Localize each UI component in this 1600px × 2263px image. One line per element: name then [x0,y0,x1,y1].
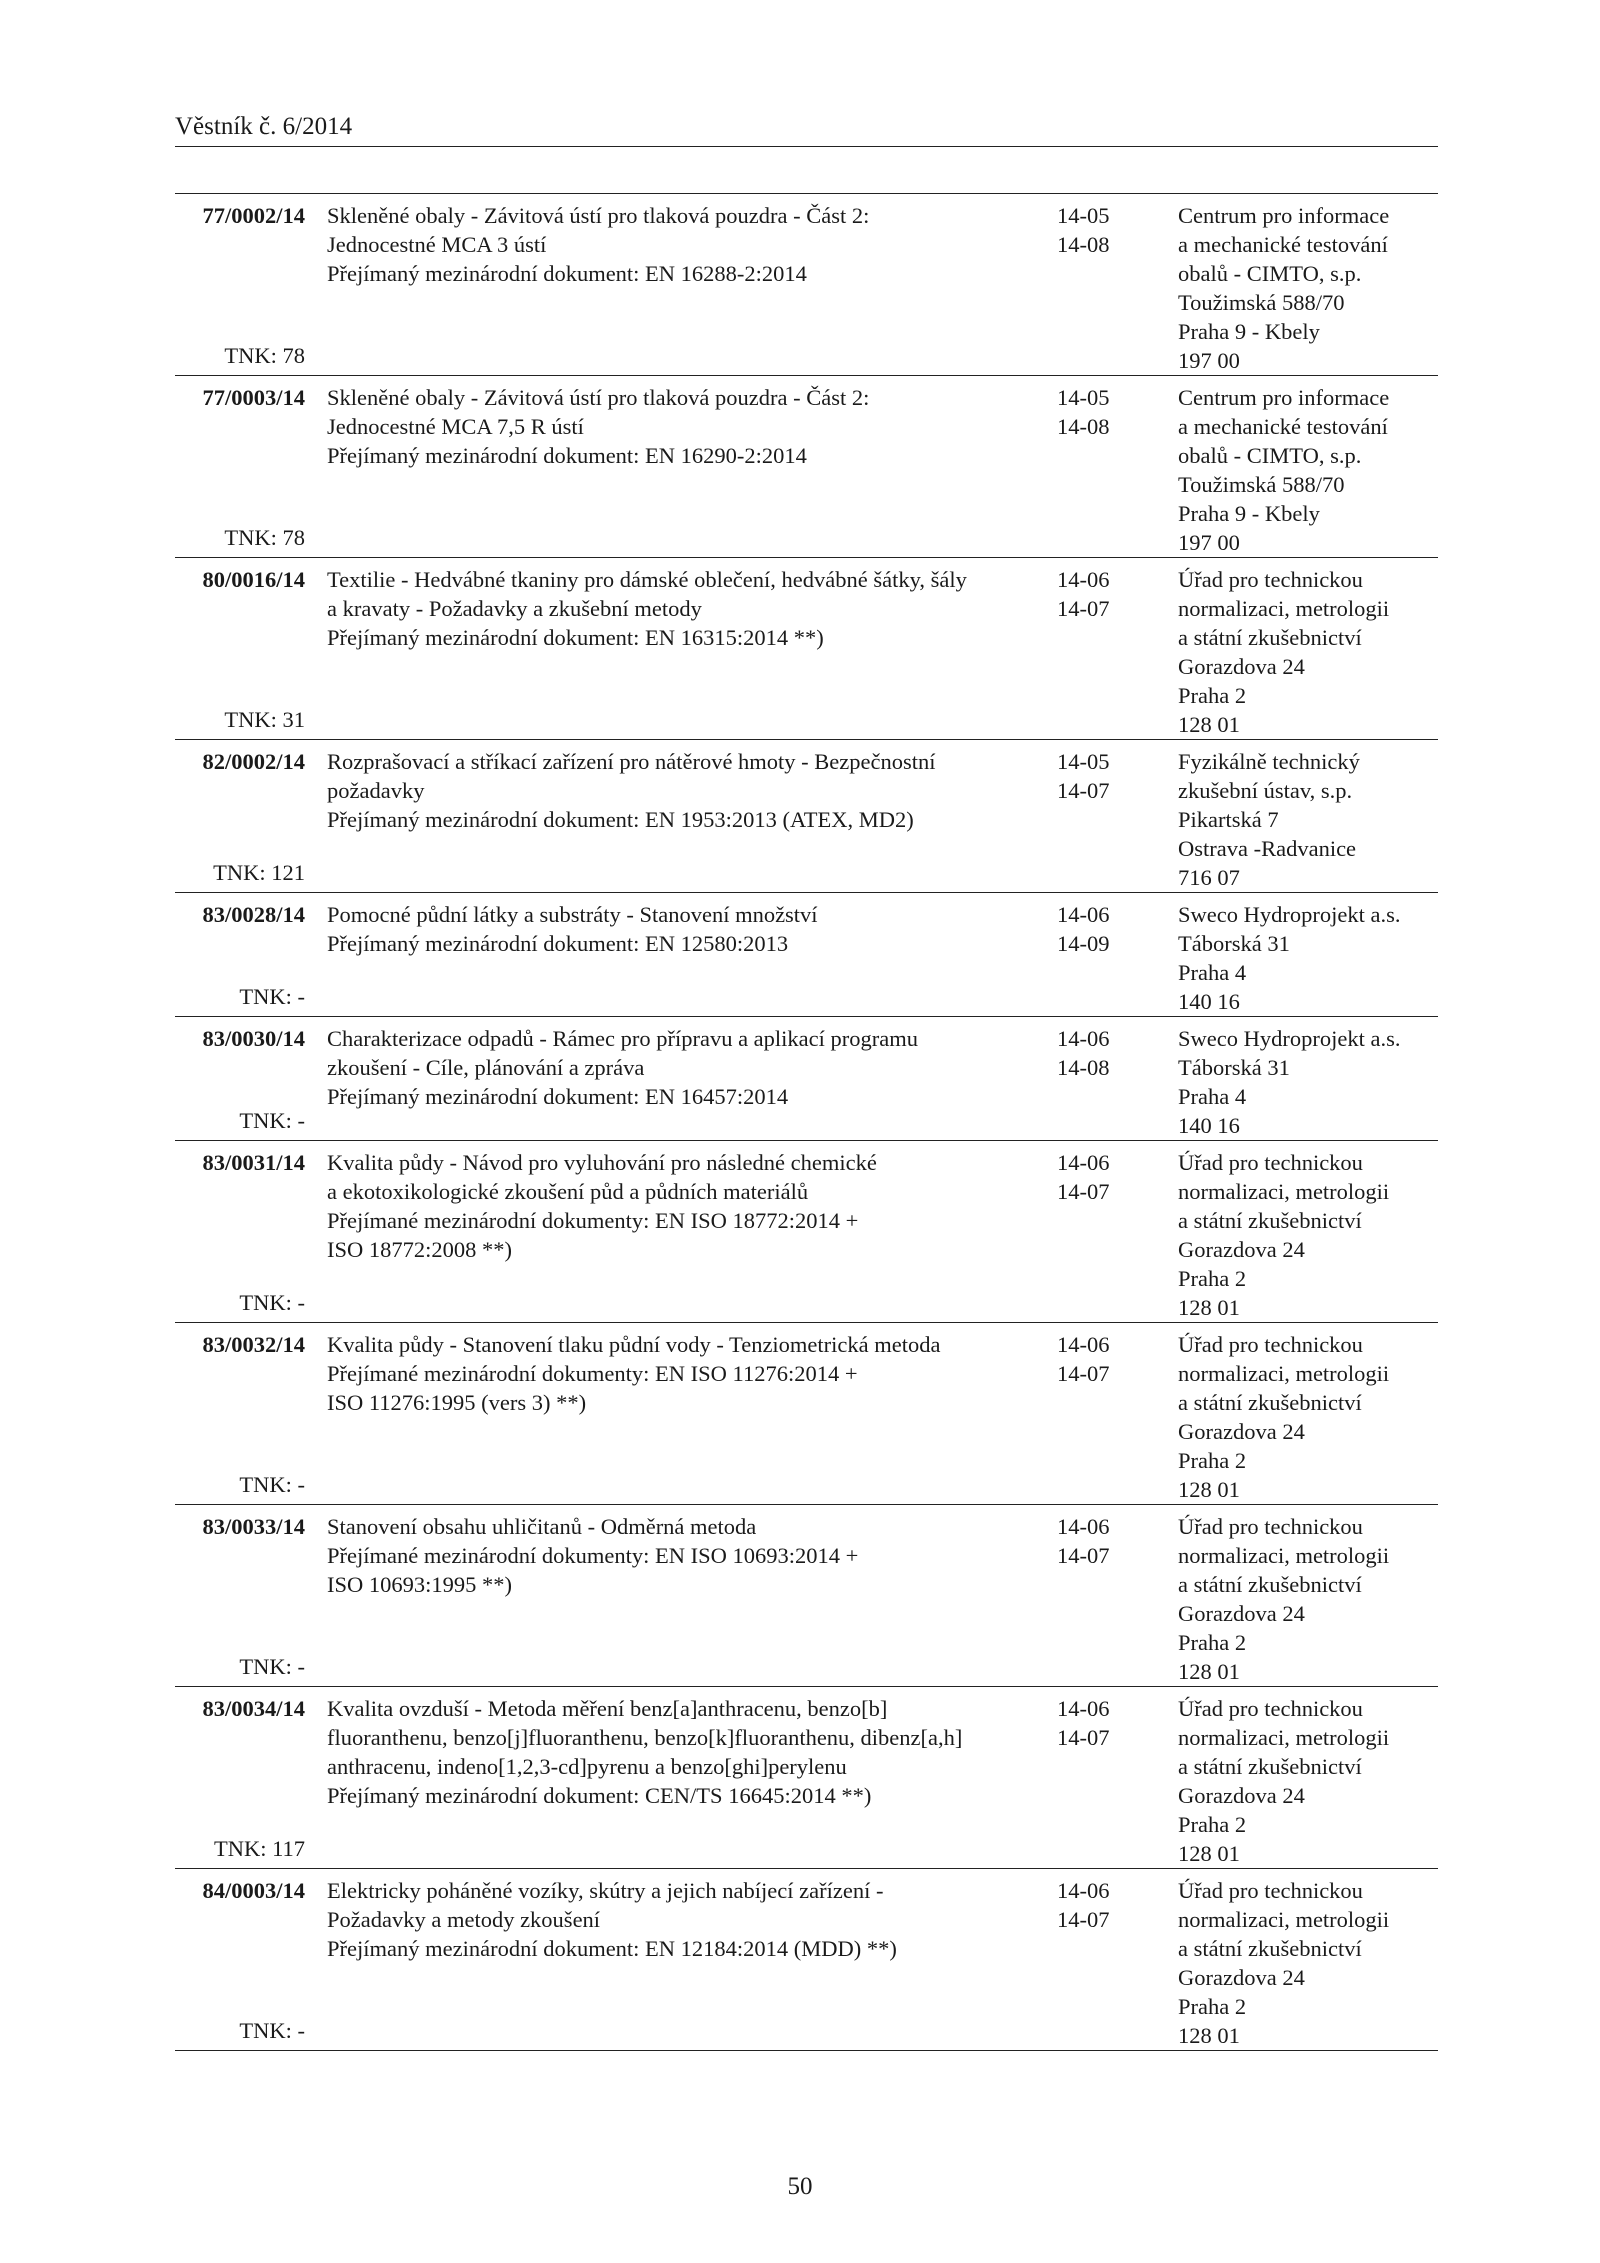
title-line: Elektricky poháněné vozíky, skútry a jejich nabíjecí zařízení - [327,1878,884,1903]
org-line: Úřad pro technickou [1178,1332,1363,1357]
processor-organization [1178,383,1438,557]
org-line: Úřad pro technickou [1178,1696,1363,1721]
org-line: Sweco Hydroprojekt a.s. [1178,902,1401,927]
org-line: Ostrava -Radvanice [1178,836,1357,861]
org-line: 128 01 [1178,1841,1240,1866]
date-value: 14-09 [1057,931,1110,956]
title-line: Přejímaný mezinárodní dokument: EN 16288-2:2014 [327,261,807,286]
org-line: 128 01 [1178,1295,1240,1320]
date-value: 14-05 [1057,385,1110,410]
date-value: 14-06 [1057,1332,1110,1357]
org-line: Táborská 31 [1178,931,1290,956]
table-row [175,740,1438,893]
standard-code: 83/0030/14 [202,1026,305,1051]
title-line: Rozprašovací a stříkací zařízení pro nátěrové hmoty - Bezpečnostní [327,749,936,774]
row-identifier [175,1694,305,1867]
org-line: a státní zkušebnictví [1178,1208,1362,1233]
title-line: Kvalita ovzduší - Metoda měření benz[a]anthracenu, benzo[b] [327,1696,888,1721]
processor-organization [1178,900,1438,1016]
processor-organization [1178,1024,1438,1140]
org-line: normalizaci, metrologii [1178,596,1390,621]
date-value: 14-05 [1057,203,1110,228]
tnk-label: TNK: - [239,984,305,1009]
org-line: Toužimská 588/70 [1178,290,1345,315]
org-line: a státní zkušebnictví [1178,1754,1362,1779]
table-row [175,1687,1438,1869]
title-line: Přejímaný mezinárodní dokument: EN 12184:2014 (MDD) **) [327,1936,897,1961]
title-line: Stanovení obsahu uhličitanů - Odměrná metoda [327,1514,757,1539]
org-line: 197 00 [1178,348,1240,373]
standard-code: 83/0028/14 [202,902,305,927]
org-line: Úřad pro technickou [1178,1514,1363,1539]
standard-title [327,1024,1027,1111]
standard-dates [1057,1330,1137,1388]
title-line: a kravaty - Požadavky a zkušební metody [327,596,702,621]
org-line: zkušební ústav, s.p. [1178,778,1353,803]
title-line: Skleněné obaly - Závitová ústí pro tlaková pouzdra - Část 2: [327,203,870,228]
org-line: Praha 2 [1178,1448,1247,1473]
org-line: Praha 9 - Kbely [1178,501,1320,526]
org-line: Praha 2 [1178,683,1247,708]
table-row [175,376,1438,558]
org-line: 197 00 [1178,530,1240,555]
date-value: 14-06 [1057,1878,1110,1903]
date-value: 14-06 [1057,1026,1110,1051]
row-identifier [175,1148,305,1321]
standard-title [327,1876,1027,1963]
title-line: Přejímaný mezinárodní dokument: EN 16457:2014 [327,1084,789,1109]
table-row [175,1017,1438,1141]
tnk-label: TNK: 78 [224,525,305,550]
org-line: Gorazdova 24 [1178,1783,1305,1808]
org-line: Praha 2 [1178,1630,1247,1655]
standard-title [327,900,1027,958]
org-line: Gorazdova 24 [1178,1601,1305,1626]
title-line: fluoranthenu, benzo[j]fluoranthenu, benzo[k]fluoranthenu, dibenz[a,h] [327,1725,963,1750]
date-value: 14-06 [1057,1150,1110,1175]
standard-dates [1057,900,1137,958]
page-number: 50 [787,2173,813,2200]
title-line: Kvalita půdy - Stanovení tlaku půdní vody - Tenziometrická metoda [327,1332,941,1357]
org-line: Úřad pro technickou [1178,1878,1363,1903]
date-value: 14-06 [1057,1696,1110,1721]
standard-dates [1057,1876,1137,1934]
org-line: Praha 2 [1178,1812,1247,1837]
org-line: 128 01 [1178,1659,1240,1684]
title-line: ISO 11276:1995 (vers 3) **) [327,1390,587,1415]
row-identifier [175,201,305,374]
title-line: Jednocestné MCA 3 ústí [327,232,547,257]
org-line: Toužimská 588/70 [1178,472,1345,497]
date-value: 14-06 [1057,567,1110,592]
row-identifier [175,1330,305,1503]
date-value: 14-06 [1057,1514,1110,1539]
table-row [175,1869,1438,2051]
title-line: Přejímané mezinárodní dokumenty: EN ISO 11276:2014 + [327,1361,858,1386]
page-header: Věstník č. 6/2014 [175,113,353,140]
title-line: Přejímaný mezinárodní dokument: EN 16290-2:2014 [327,443,807,468]
org-line: Praha 4 [1178,1084,1247,1109]
row-identifier [175,747,305,891]
org-line: a státní zkušebnictví [1178,1390,1362,1415]
table-row [175,1505,1438,1687]
tnk-label: TNK: - [239,1472,305,1497]
title-line: Kvalita půdy - Návod pro vyluhování pro následné chemické [327,1150,877,1175]
org-line: normalizaci, metrologii [1178,1179,1390,1204]
title-line: Textilie - Hedvábné tkaniny pro dámské oblečení, hedvábné šátky, šály [327,567,967,592]
standard-code: 83/0032/14 [202,1332,305,1357]
tnk-label: TNK: - [239,2018,305,2043]
row-identifier [175,900,305,1015]
tnk-label: TNK: - [239,1108,305,1133]
org-line: normalizaci, metrologii [1178,1543,1390,1568]
org-line: Praha 2 [1178,1266,1247,1291]
org-line: Gorazdova 24 [1178,654,1305,679]
org-line: 716 07 [1178,865,1240,890]
org-line: 128 01 [1178,2023,1240,2048]
processor-organization [1178,1512,1438,1686]
standard-code: 82/0002/14 [202,749,305,774]
org-line: normalizaci, metrologii [1178,1361,1390,1386]
title-line: Jednocestné MCA 7,5 R ústí [327,414,584,439]
standard-dates [1057,565,1137,623]
tnk-label: TNK: - [239,1654,305,1679]
processor-organization [1178,1694,1438,1868]
standard-title [327,565,1027,652]
title-line: Požadavky a metody zkoušení [327,1907,601,1932]
standard-code: 84/0003/14 [202,1878,305,1903]
org-line: obalů - CIMTO, s.p. [1178,443,1362,468]
org-line: Gorazdova 24 [1178,1419,1305,1444]
org-line: Gorazdova 24 [1178,1965,1305,1990]
standard-code: 77/0002/14 [202,203,305,228]
title-line: zkoušení - Cíle, plánování a zpráva [327,1055,645,1080]
table-row [175,1141,1438,1323]
standard-dates [1057,1694,1137,1752]
tnk-label: TNK: - [239,1290,305,1315]
row-identifier [175,1512,305,1685]
title-line: ISO 10693:1995 **) [327,1572,512,1597]
table-row [175,558,1438,740]
date-value: 14-07 [1057,1725,1110,1750]
row-identifier [175,1876,305,2049]
standard-dates [1057,1512,1137,1570]
tnk-label: TNK: 78 [224,343,305,368]
date-value: 14-07 [1057,1361,1110,1386]
org-line: 140 16 [1178,1113,1240,1138]
title-line: Skleněné obaly - Závitová ústí pro tlaková pouzdra - Část 2: [327,385,870,410]
title-line: a ekotoxikologické zkoušení půd a půdních materiálů [327,1179,809,1204]
org-line: Gorazdova 24 [1178,1237,1305,1262]
standard-dates [1057,1024,1137,1082]
tnk-label: TNK: 31 [224,707,305,732]
standard-dates [1057,1148,1137,1206]
tnk-label: TNK: 117 [213,1836,305,1861]
standard-code: 83/0031/14 [202,1150,305,1175]
processor-organization [1178,1148,1438,1322]
standard-title [327,1694,1027,1810]
org-line: Fyzikálně technický [1178,749,1360,774]
standard-title [327,383,1027,470]
title-line: Přejímaný mezinárodní dokument: EN 16315:2014 **) [327,625,824,650]
org-line: normalizaci, metrologii [1178,1725,1390,1750]
title-line: Přejímaný mezinárodní dokument: EN 1953:2013 (ATEX, MD2) [327,807,914,832]
row-identifier [175,565,305,738]
standard-code: 83/0033/14 [202,1514,305,1539]
title-line: Charakterizace odpadů - Rámec pro přípravu a aplikací programu [327,1026,918,1051]
org-line: a státní zkušebnictví [1178,1572,1362,1597]
date-value: 14-08 [1057,1055,1110,1080]
org-line: 128 01 [1178,712,1240,737]
org-line: Pikartská 7 [1178,807,1279,832]
org-line: obalů - CIMTO, s.p. [1178,261,1362,286]
standard-title [327,1148,1027,1264]
standard-dates [1057,383,1137,441]
title-line: požadavky [327,778,425,803]
org-line: Úřad pro technickou [1178,1150,1363,1175]
org-line: normalizaci, metrologii [1178,1907,1390,1932]
org-line: a státní zkušebnictví [1178,1936,1362,1961]
header-rule [175,146,1438,147]
org-line: Praha 9 - Kbely [1178,319,1320,344]
org-line: Praha 2 [1178,1994,1247,2019]
title-line: ISO 18772:2008 **) [327,1237,512,1262]
table-row [175,194,1438,376]
org-line: a mechanické testování [1178,414,1388,439]
org-line: 128 01 [1178,1477,1240,1502]
tnk-label: TNK: 121 [213,860,305,885]
standard-title [327,747,1027,834]
date-value: 14-08 [1057,232,1110,257]
processor-organization [1178,1876,1438,2050]
table-row [175,893,1438,1017]
standard-title [327,201,1027,288]
org-line: a mechanické testování [1178,232,1388,257]
standard-code: 77/0003/14 [202,385,305,410]
org-line: 140 16 [1178,989,1240,1014]
title-line: Přejímané mezinárodní dokumenty: EN ISO 18772:2014 + [327,1208,859,1233]
standard-title [327,1330,1027,1417]
processor-organization [1178,1330,1438,1504]
table-row [175,1323,1438,1505]
row-identifier [175,383,305,556]
org-line: Sweco Hydroprojekt a.s. [1178,1026,1401,1051]
standard-dates [1057,747,1137,805]
standard-dates [1057,201,1137,259]
date-value: 14-07 [1057,1179,1110,1204]
standards-table [175,193,1438,2051]
org-line: a státní zkušebnictví [1178,625,1362,650]
org-line: Táborská 31 [1178,1055,1290,1080]
title-line: Pomocné půdní látky a substráty - Stanovení množství [327,902,818,927]
date-value: 14-08 [1057,414,1110,439]
date-value: 14-07 [1057,596,1110,621]
standard-code: 83/0034/14 [202,1696,305,1721]
row-identifier [175,1024,305,1139]
date-value: 14-07 [1057,1543,1110,1568]
org-line: Úřad pro technickou [1178,567,1363,592]
standard-title [327,1512,1027,1599]
date-value: 14-05 [1057,749,1110,774]
processor-organization [1178,565,1438,739]
org-line: Praha 4 [1178,960,1247,985]
date-value: 14-06 [1057,902,1110,927]
date-value: 14-07 [1057,1907,1110,1932]
org-line: Centrum pro informace [1178,385,1390,410]
title-line: Přejímané mezinárodní dokumenty: EN ISO 10693:2014 + [327,1543,859,1568]
date-value: 14-07 [1057,778,1110,803]
standard-code: 80/0016/14 [202,567,305,592]
title-line: Přejímaný mezinárodní dokument: EN 12580:2013 [327,931,789,956]
processor-organization [1178,747,1438,892]
title-line: Přejímaný mezinárodní dokument: CEN/TS 16645:2014 **) [327,1783,872,1808]
org-line: Centrum pro informace [1178,203,1390,228]
title-line: anthracenu, indeno[1,2,3-cd]pyrenu a benzo[ghi]perylenu [327,1754,847,1779]
processor-organization [1178,201,1438,375]
